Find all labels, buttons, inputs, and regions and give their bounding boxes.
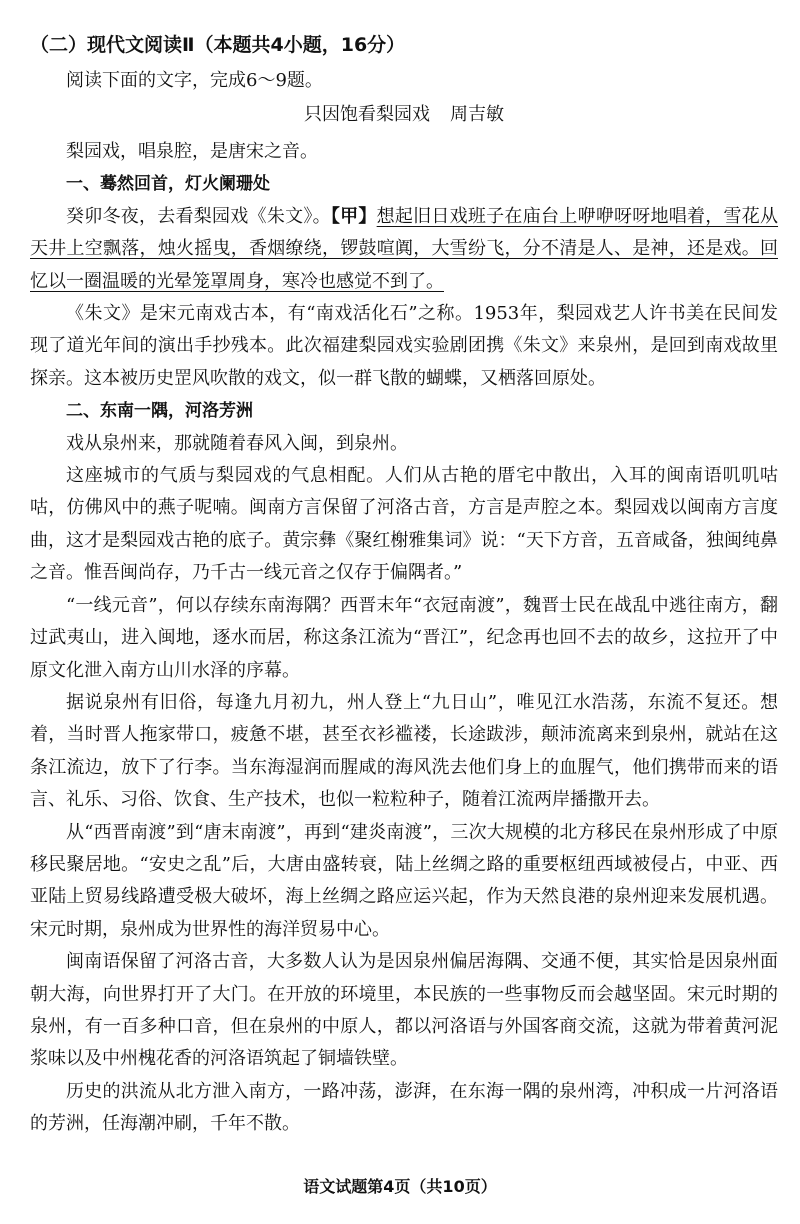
article-author: 周吉敏 (450, 104, 504, 125)
paragraph-1: 梨园戏，唱泉腔，是唐宋之音。 (66, 141, 318, 162)
subheading-1: 一、蓦然回首，灯火阑珊处 (66, 174, 270, 195)
subheading-2: 二、东南一隅，河洛芳洲 (66, 401, 253, 422)
reading-instruction: 阅读下面的文字，完成6～9题。 (66, 70, 323, 91)
paragraph-2-lead: 癸卯冬夜，去看梨园戏《朱文》。 (66, 205, 331, 227)
paragraph-5: 这座城市的气质与梨园戏的气息相配。人们从古艳的厝宅中散出，入耳的闽南语叽叽咕咕，仿佛风中的燕子呢喃。闽南方言保留了河洛古音，方言是声腔之本。梨园戏以闽南方言度曲，这才是梨园戏古艳的底子。黄宗彝《聚红榭雅集词》说：“天下方音，五音咸备，独闽纯鼻之音。惟吾闽尚存，乃千古一线元音之仅存于偏隅者。” (30, 465, 778, 584)
page-footer: 语文试题第4页（共10页） (303, 1177, 497, 1196)
marker-jia: 【甲】 (330, 205, 377, 227)
paragraph-9: 闽南语保留了河洛古音，大多数人认为是因泉州偏居海隅、交通不便，其实恰是因泉州面朝大海，向世界打开了大门。在开放的环境里，本民族的一些事物反而会越坚固。宋元时期的泉州，有一百多种口音，但在泉州的中原人，都以河洛语与外国客商交流，这就为带着黄河泥浆味以及中州槐花香的河洛语筑起了铜墙铁壁。 (30, 951, 778, 1070)
section-heading: （二）现代文阅读Ⅱ（本题共4小题，16分） (30, 34, 406, 56)
paragraph-4: 戏从泉州来，那就随着春风入闽，到泉州。 (66, 432, 408, 454)
paragraph-8: 从“西晋南渡”到“唐末南渡”，再到“建炎南渡”，三次大规模的北方移民在泉州形成了中原移民聚居地。“安史之乱”后，大唐由盛转衰，陆上丝绸之路的重要枢纽西域被侵占，中亚、西亚陆上贸易线路遭受极大破坏，海上丝绸之路应运兴起，作为天然良港的泉州迎来发展机遇。宋元时期，泉州成为世界性的海洋贸易中心。 (30, 821, 778, 940)
article-title: 只因饱看梨园戏 (304, 104, 430, 125)
underlined-passage-jia: 想起旧日戏班子在庙台上咿咿呀呀地唱着，雪花从天井上空飘落，烛火摇曳，香烟缭绕，锣鼓喧阗，大雪纷飞，分不清是人、是神，还是戏。回忆以一圈温暖的光晕笼罩周身，寒冷也感觉不到了。 (30, 205, 779, 292)
paragraph-2 (30, 201, 778, 298)
paragraph-6: “一线元音”，何以存续东南海隅？西晋末年“衣冠南渡”，魏晋士民在战乱中逃往南方，翻过武夷山，进入闽地，逐水而居，称这条江流为“晋江”，纪念再也回不去的故乡，这拉开了中原文化泄入南方山川水泽的序幕。 (30, 594, 778, 681)
paragraph-3: 《朱文》是宋元南戏古本，有“南戏活化石”之称。1953年，梨园戏艺人许书美在民间发现了道光年间的演出手抄残本。此次福建梨园戏实验剧团携《朱文》来泉州，是回到南戏故里探亲。这本被历史罡风吹散的戏文，似一群飞散的蝴蝶，又栖落回原处。 (30, 303, 778, 389)
article-title-line (30, 100, 778, 130)
paragraph-7: 据说泉州有旧俗，每逢九月初九，州人登上“九日山”，唯见江水浩荡，东流不复还。想着，当时晋人拖家带口，疲惫不堪，甚至衣衫褴褛，长途跋涉，颠沛流离来到泉州，就站在这条江流边，放下了行李。当东海湿润而腥咸的海风洗去他们身上的血腥气，他们携带而来的语言、礼乐、习俗、饮食、生产技术，也似一粒粒种子，随着江流两岸播撒开去。 (30, 691, 778, 811)
article-body (30, 136, 778, 1141)
paragraph-10: 历史的洪流从北方泄入南方，一路冲荡，澎湃，在东海一隅的泉州湾，冲积成一片河洛语的芳洲，任海潮冲刷，千年不散。 (30, 1080, 778, 1135)
